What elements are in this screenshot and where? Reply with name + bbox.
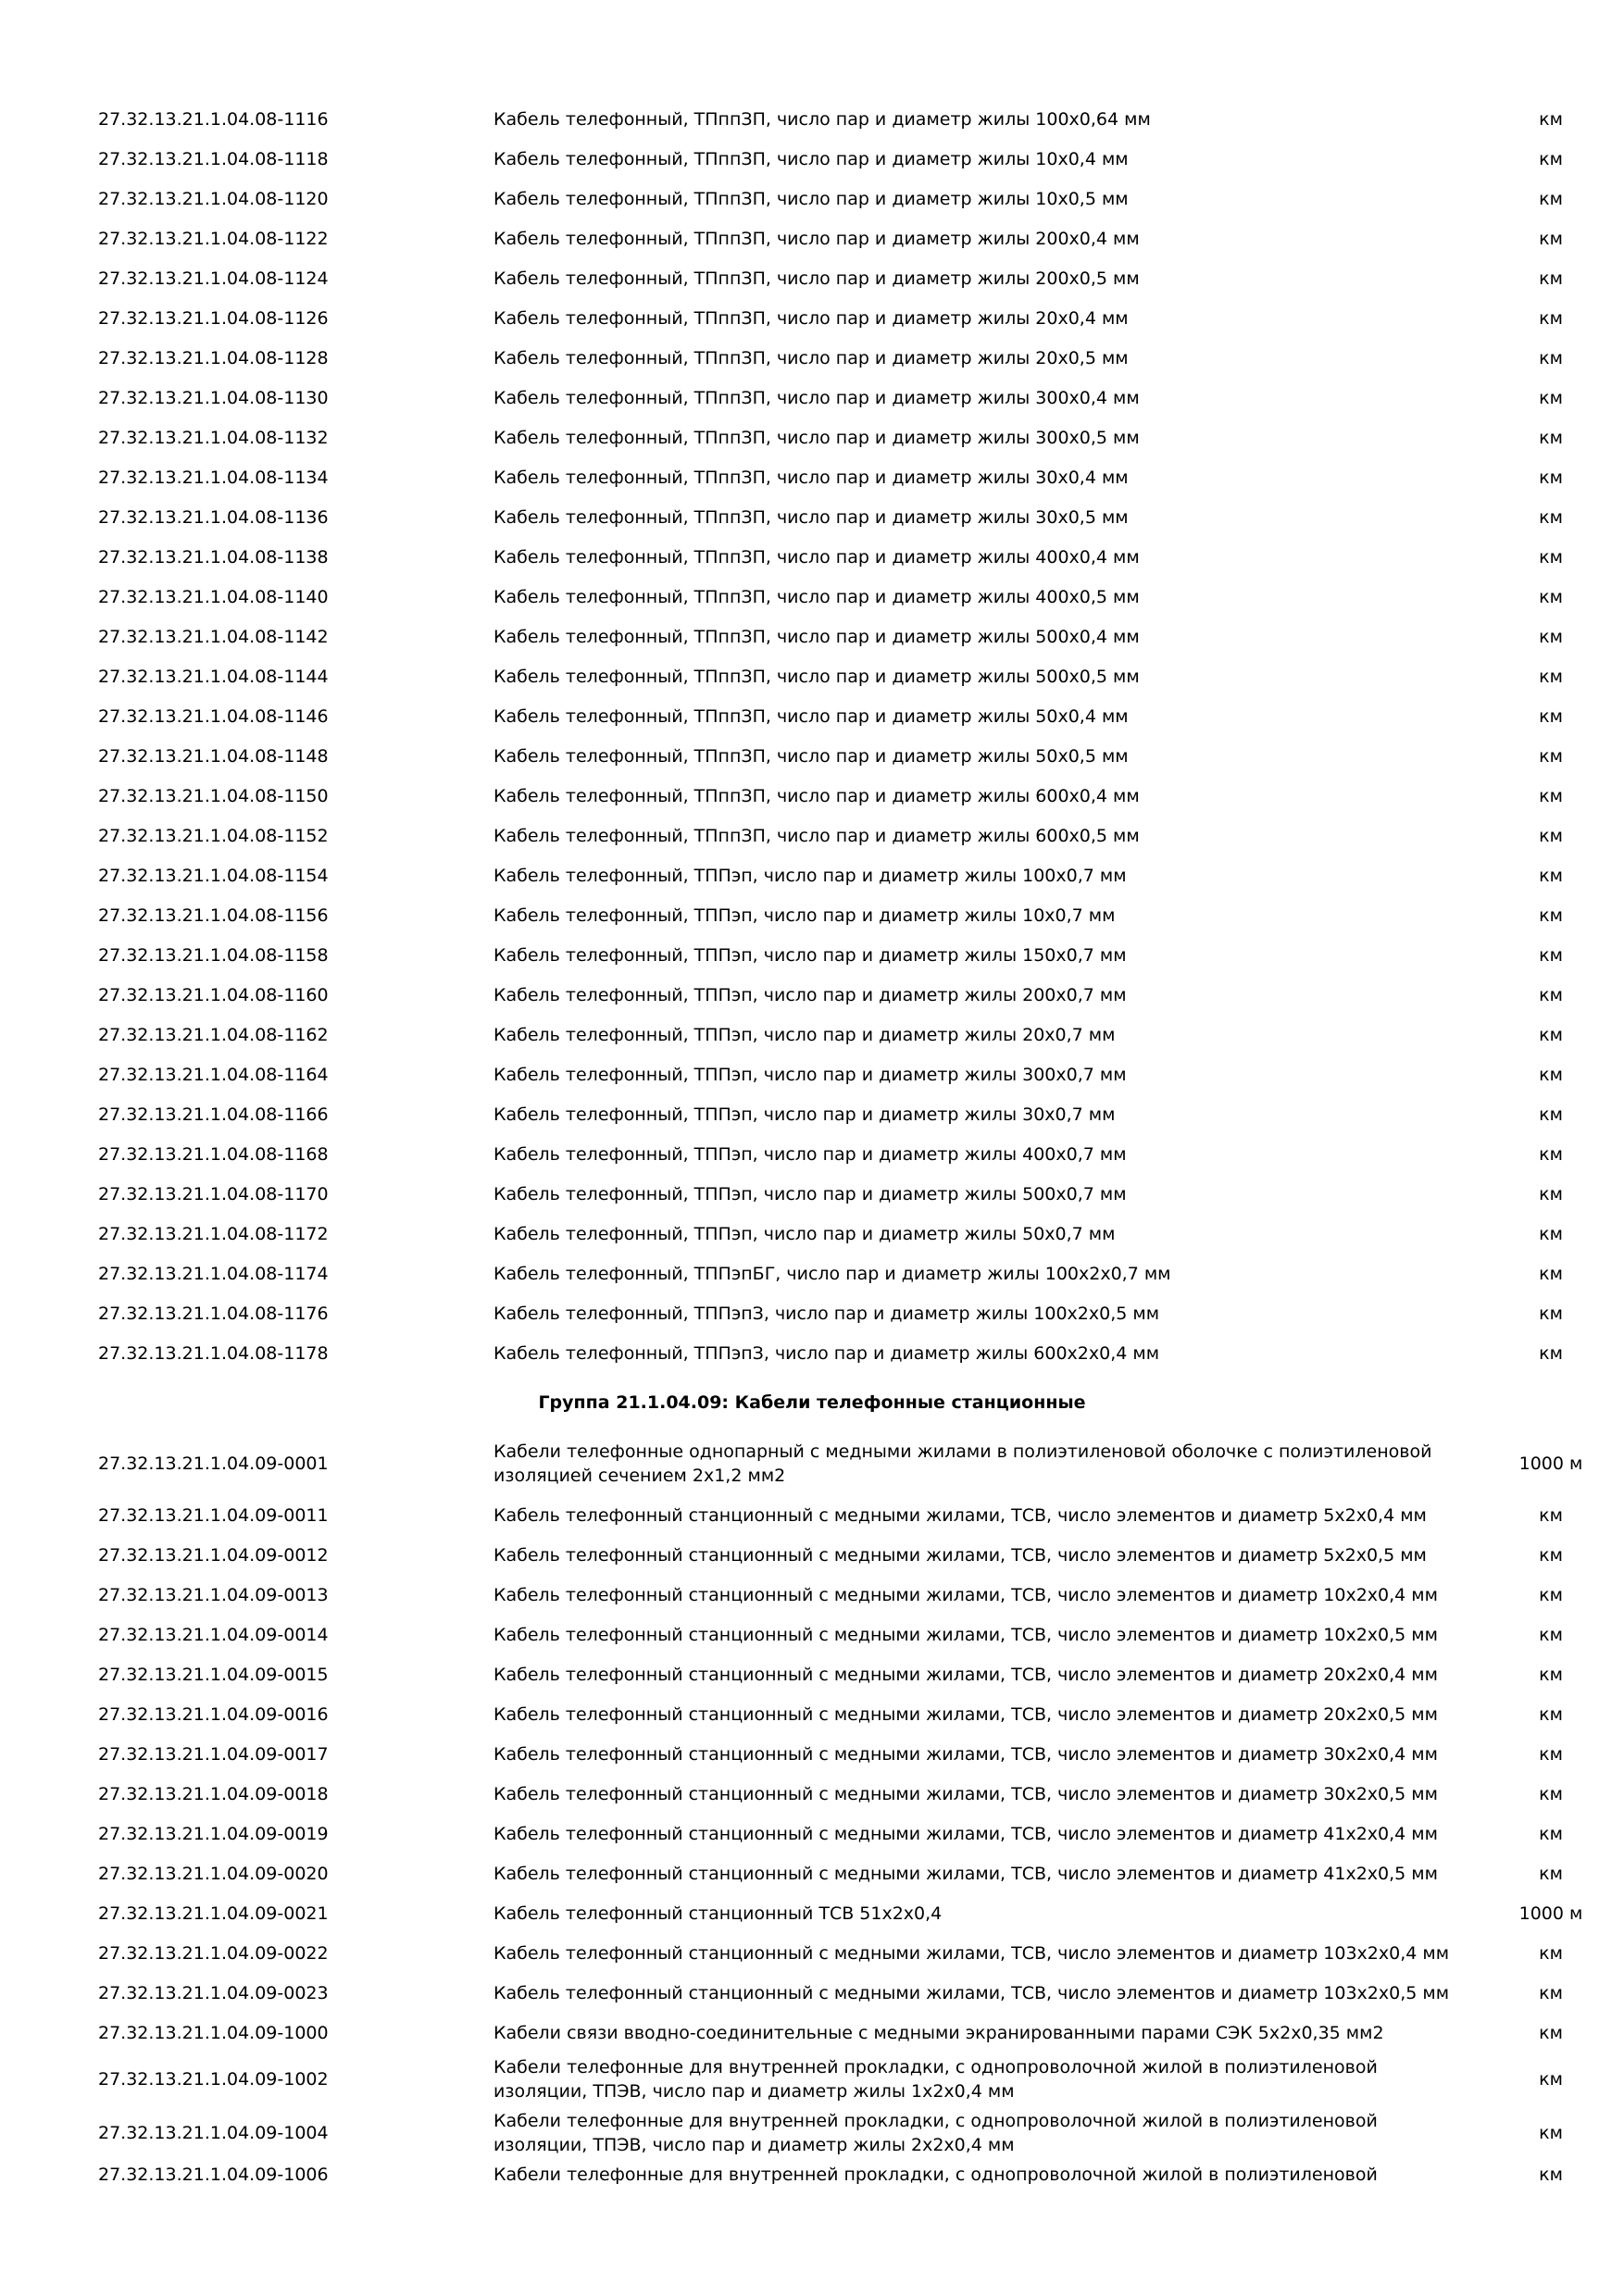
item-unit: км [1539,547,1563,568]
item-code: 27.32.13.21.1.04.08-1120 [98,189,329,209]
item-code: 27.32.13.21.1.04.08-1168 [98,1144,329,1165]
item-unit: км [1539,1784,1563,1804]
table-row [0,1063,1624,1087]
item-name: Кабель телефонный, ТПппЗП, число пар и диаметр жилы 10х0,4 мм [493,149,1129,169]
item-unit: км [1539,1104,1563,1125]
table-row [0,585,1624,609]
table-row [0,306,1624,331]
item-unit: км [1539,667,1563,687]
item-code: 27.32.13.21.1.04.08-1158 [98,945,329,966]
item-unit: км [1539,1343,1563,1364]
item-code: 27.32.13.21.1.04.09-0011 [98,1505,329,1526]
item-code: 27.32.13.21.1.04.08-1126 [98,308,329,329]
item-name: Кабель телефонный, ТППэп, число пар и диаметр жилы 200х0,7 мм [493,985,1127,1005]
table-row [0,2021,1624,2045]
table-row [0,784,1624,808]
item-code: 27.32.13.21.1.04.09-0022 [98,1943,329,1964]
item-unit: км [1539,2123,1563,2143]
table-row [0,2109,1624,2157]
item-unit: км [1539,2069,1563,2090]
table-row [0,1262,1624,1286]
table-row [0,426,1624,450]
item-unit: км [1539,229,1563,249]
table-row [0,864,1624,888]
item-unit: км [1539,1304,1563,1324]
item-code: 27.32.13.21.1.04.09-1000 [98,2023,329,2043]
item-name: Кабели связи вводно-соединительные с медными экранированными парами СЭК 5х2х0,35 мм2 [493,2023,1384,2043]
item-name: Кабель телефонный станционный с медными жилами, ТСВ, число элементов и диаметр 103х2х0,5 мм [493,1983,1450,2003]
item-unit: км [1539,826,1563,846]
item-unit: км [1539,587,1563,607]
table-row [0,1023,1624,1047]
item-code: 27.32.13.21.1.04.08-1130 [98,388,329,408]
item-name: Кабель телефонный, ТППэп, число пар и диаметр жилы 150х0,7 мм [493,945,1127,966]
item-code: 27.32.13.21.1.04.09-0018 [98,1784,329,1804]
item-name: Кабель телефонный станционный с медными жилами, ТСВ, число элементов и диаметр 41х2х0,4 мм [493,1824,1438,1844]
table-row [0,1103,1624,1127]
item-name: Кабель телефонный станционный ТСВ 51х2х0,4 [493,1903,943,1924]
item-name: Кабель телефонный станционный с медными жилами, ТСВ, число элементов и диаметр 10х2х0,4 мм [493,1585,1438,1605]
item-unit: км [1539,1065,1563,1085]
table-row [0,1862,1624,1886]
item-unit: км [1539,905,1563,926]
item-code: 27.32.13.21.1.04.09-1004 [98,2123,329,2143]
table-row [0,1302,1624,1326]
item-code: 27.32.13.21.1.04.09-0019 [98,1824,329,1844]
item-unit: км [1539,507,1563,528]
item-unit: км [1539,985,1563,1005]
item-code: 27.32.13.21.1.04.08-1176 [98,1304,329,1324]
item-name: Кабели телефонные однопарный с медными жилами в полиэтиленовой оболочке с полиэтиленовой изоляцией сечением 2х1,2 мм2 [493,1441,1432,1486]
item-unit: км [1539,1943,1563,1964]
item-code: 27.32.13.21.1.04.08-1116 [98,109,329,130]
item-name: Кабель телефонный, ТПппЗП, число пар и диаметр жилы 30х0,5 мм [493,507,1129,528]
item-name: Кабель телефонный, ТПппЗП, число пар и диаметр жилы 500х0,5 мм [493,667,1140,687]
item-name: Кабель телефонный станционный с медными жилами, ТСВ, число элементов и диаметр 103х2х0,4 мм [493,1943,1450,1964]
item-code: 27.32.13.21.1.04.08-1148 [98,746,329,767]
item-unit: км [1539,1665,1563,1685]
item-code: 27.32.13.21.1.04.08-1170 [98,1184,329,1204]
item-unit: км [1539,786,1563,806]
table-row [0,346,1624,370]
item-name: Кабель телефонный, ТПппЗП, число пар и диаметр жилы 200х0,4 мм [493,229,1140,249]
item-name: Кабель телефонный станционный с медными жилами, ТСВ, число элементов и диаметр 10х2х0,5 мм [493,1625,1438,1645]
table-row [0,545,1624,569]
table-row [0,2163,1624,2187]
table-row [0,107,1624,131]
table-row [0,1981,1624,2005]
table-row [0,1142,1624,1167]
item-name: Кабель телефонный, ТПппЗП, число пар и диаметр жилы 400х0,5 мм [493,587,1140,607]
item-name: Кабель телефонный, ТППэп, число пар и диаметр жилы 100х0,7 мм [493,866,1127,886]
item-code: 27.32.13.21.1.04.09-0013 [98,1585,329,1605]
table-row [0,1182,1624,1206]
item-code: 27.32.13.21.1.04.08-1174 [98,1264,329,1284]
item-code: 27.32.13.21.1.04.08-1128 [98,348,329,368]
item-name: Кабель телефонный, ТПппЗП, число пар и диаметр жилы 500х0,4 мм [493,627,1140,647]
item-unit: км [1539,1625,1563,1645]
item-name: Кабель телефонный станционный с медными жилами, ТСВ, число элементов и диаметр 20х2х0,4 мм [493,1665,1438,1685]
item-unit: км [1539,468,1563,488]
item-code: 27.32.13.21.1.04.09-0014 [98,1625,329,1645]
item-code: 27.32.13.21.1.04.08-1160 [98,985,329,1005]
item-name: Кабели телефонные для внутренней прокладки, с однопроволочной жилой в полиэтиленовой [493,2165,1378,2185]
item-unit: км [1539,1864,1563,1884]
table-row [0,1583,1624,1607]
item-code: 27.32.13.21.1.04.08-1178 [98,1343,329,1364]
item-name: Кабель телефонный станционный с медными жилами, ТСВ, число элементов и диаметр 41х2х0,5 мм [493,1864,1438,1884]
item-name: Кабель телефонный станционный с медными жилами, ТСВ, число элементов и диаметр 5х2х0,5 мм [493,1545,1427,1566]
item-name: Кабель телефонный, ТППэп, число пар и диаметр жилы 300х0,7 мм [493,1065,1127,1085]
item-name: Кабель телефонный, ТППэпБГ, число пар и диаметр жилы 100х2х0,7 мм [493,1264,1171,1284]
item-code: 27.32.13.21.1.04.08-1118 [98,149,329,169]
table-row [0,1440,1624,1488]
item-name: Кабель телефонный, ТПппЗП, число пар и диаметр жилы 20х0,4 мм [493,308,1129,329]
item-code: 27.32.13.21.1.04.08-1138 [98,547,329,568]
item-name: Кабель телефонный, ТПппЗП, число пар и диаметр жилы 600х0,5 мм [493,826,1140,846]
item-unit: км [1539,1983,1563,2003]
item-name: Кабель телефонный, ТППэп, число пар и диаметр жилы 50х0,7 мм [493,1224,1116,1244]
item-code: 27.32.13.21.1.04.08-1134 [98,468,329,488]
item-name: Кабель телефонный станционный с медными жилами, ТСВ, число элементов и диаметр 5х2х0,4 мм [493,1505,1427,1526]
item-code: 27.32.13.21.1.04.08-1122 [98,229,329,249]
item-unit: км [1539,866,1563,886]
item-name: Кабель телефонный, ТПппЗП, число пар и диаметр жилы 600х0,4 мм [493,786,1140,806]
table-row [0,1902,1624,1926]
item-code: 27.32.13.21.1.04.09-0015 [98,1665,329,1685]
item-name: Кабель телефонный, ТПппЗП, число пар и диаметр жилы 200х0,5 мм [493,268,1140,289]
table-row [0,1941,1624,1965]
item-unit: км [1539,189,1563,209]
table-row [0,1623,1624,1647]
table-row [0,267,1624,291]
item-code: 27.32.13.21.1.04.09-0012 [98,1545,329,1566]
item-unit: км [1539,1505,1563,1526]
item-name: Кабель телефонный, ТППэпЗ, число пар и диаметр жилы 100х2х0,5 мм [493,1304,1160,1324]
item-name: Кабель телефонный, ТППэп, число пар и диаметр жилы 500х0,7 мм [493,1184,1127,1204]
table-row [0,466,1624,490]
item-name: Кабель телефонный, ТПппЗП, число пар и диаметр жилы 50х0,5 мм [493,746,1129,767]
item-unit: км [1539,1224,1563,1244]
table-row [0,1341,1624,1366]
item-unit: км [1539,388,1563,408]
table-row [0,665,1624,689]
item-unit: км [1539,1704,1563,1725]
table-row [0,1222,1624,1246]
item-code: 27.32.13.21.1.04.08-1156 [98,905,329,926]
item-unit: км [1539,1144,1563,1165]
item-unit: км [1539,1744,1563,1765]
item-name: Кабель телефонный, ТППэп, число пар и диаметр жилы 10х0,7 мм [493,905,1116,926]
table-row [0,1742,1624,1766]
item-code: 27.32.13.21.1.04.08-1136 [98,507,329,528]
table-row [0,2055,1624,2103]
item-unit: 1000 м [1518,1903,1583,1924]
item-unit: км [1539,2023,1563,2043]
item-unit: км [1539,1824,1563,1844]
item-unit: км [1539,746,1563,767]
item-name: Кабель телефонный, ТПппЗП, число пар и диаметр жилы 50х0,4 мм [493,706,1129,727]
item-name: Кабели телефонные для внутренней прокладки, с однопроволочной жилой в полиэтиленовой изоляции, ТПЭВ, число пар и диаметр жилы 1х2х0,4 мм [493,2057,1378,2102]
item-code: 27.32.13.21.1.04.09-1006 [98,2165,329,2185]
item-code: 27.32.13.21.1.04.09-0020 [98,1864,329,1884]
table-row [0,625,1624,649]
item-code: 27.32.13.21.1.04.08-1132 [98,428,329,448]
item-unit: км [1539,1264,1563,1284]
item-code: 27.32.13.21.1.04.08-1164 [98,1065,329,1085]
item-name: Кабель телефонный, ТППэп, число пар и диаметр жилы 20х0,7 мм [493,1025,1116,1045]
table-row [0,1703,1624,1727]
table-row [0,147,1624,171]
table-row [0,1543,1624,1567]
table-row [0,187,1624,211]
item-name: Кабель телефонный, ТПппЗП, число пар и диаметр жилы 30х0,4 мм [493,468,1129,488]
table-row [0,1822,1624,1846]
item-code: 27.32.13.21.1.04.08-1144 [98,667,329,687]
table-row [0,943,1624,967]
item-unit: км [1539,428,1563,448]
item-unit: км [1539,268,1563,289]
item-code: 27.32.13.21.1.04.08-1146 [98,706,329,727]
item-code: 27.32.13.21.1.04.08-1152 [98,826,329,846]
table-row [0,824,1624,848]
item-code: 27.32.13.21.1.04.08-1162 [98,1025,329,1045]
item-unit: км [1539,706,1563,727]
item-name: Кабель телефонный, ТППэп, число пар и диаметр жилы 400х0,7 мм [493,1144,1127,1165]
table-row [0,1782,1624,1806]
item-unit: км [1539,348,1563,368]
item-name: Кабель телефонный, ТПппЗП, число пар и диаметр жилы 300х0,4 мм [493,388,1140,408]
item-code: 27.32.13.21.1.04.09-0001 [98,1454,329,1474]
table-row [0,983,1624,1007]
item-name: Кабель телефонный, ТПппЗП, число пар и диаметр жилы 20х0,5 мм [493,348,1129,368]
item-name: Кабель телефонный, ТПппЗП, число пар и диаметр жилы 10х0,5 мм [493,189,1129,209]
item-name: Кабель телефонный, ТППэп, число пар и диаметр жилы 30х0,7 мм [493,1104,1116,1125]
item-unit: км [1539,1025,1563,1045]
item-unit: км [1539,1585,1563,1605]
item-name: Кабели телефонные для внутренней прокладки, с однопроволочной жилой в полиэтиленовой изоляции, ТПЭВ, число пар и диаметр жилы 2х2х0,4 мм [493,2111,1378,2155]
item-name: Кабель телефонный станционный с медными жилами, ТСВ, число элементов и диаметр 30х2х0,4 мм [493,1744,1438,1765]
item-code: 27.32.13.21.1.04.09-0021 [98,1903,329,1924]
item-name: Кабель телефонный станционный с медными жилами, ТСВ, число элементов и диаметр 30х2х0,5 мм [493,1784,1438,1804]
item-code: 27.32.13.21.1.04.09-0023 [98,1983,329,2003]
item-code: 27.32.13.21.1.04.09-0016 [98,1704,329,1725]
item-unit: км [1539,149,1563,169]
item-unit: км [1539,1545,1563,1566]
item-code: 27.32.13.21.1.04.08-1172 [98,1224,329,1244]
table-row [0,227,1624,251]
item-unit: км [1539,308,1563,329]
table-row [0,386,1624,410]
table-row [0,904,1624,928]
table-row [0,1504,1624,1528]
item-unit: км [1539,1184,1563,1204]
item-unit: км [1539,627,1563,647]
item-code: 27.32.13.21.1.04.09-1002 [98,2069,329,2090]
item-code: 27.32.13.21.1.04.08-1150 [98,786,329,806]
item-unit: км [1539,945,1563,966]
table-row [0,505,1624,530]
item-code: 27.32.13.21.1.04.09-0017 [98,1744,329,1765]
item-name: Кабель телефонный станционный с медными жилами, ТСВ, число элементов и диаметр 20х2х0,5 мм [493,1704,1438,1725]
item-code: 27.32.13.21.1.04.08-1154 [98,866,329,886]
table-row [0,1663,1624,1687]
item-name: Кабель телефонный, ТПппЗП, число пар и диаметр жилы 400х0,4 мм [493,547,1140,568]
group-title: Группа 21.1.04.09: Кабели телефонные станционные [538,1392,1086,1413]
item-code: 27.32.13.21.1.04.08-1124 [98,268,329,289]
item-unit: км [1539,109,1563,130]
item-code: 27.32.13.21.1.04.08-1142 [98,627,329,647]
table-row [0,744,1624,768]
item-code: 27.32.13.21.1.04.08-1166 [98,1104,329,1125]
item-unit: км [1539,2165,1563,2185]
item-name: Кабель телефонный, ТПппЗП, число пар и диаметр жилы 300х0,5 мм [493,428,1140,448]
table-row [0,705,1624,729]
item-unit: 1000 м [1518,1454,1583,1474]
item-name: Кабель телефонный, ТПппЗП, число пар и диаметр жилы 100х0,64 мм [493,109,1151,130]
item-name: Кабель телефонный, ТППэпЗ, число пар и диаметр жилы 600х2х0,4 мм [493,1343,1160,1364]
item-code: 27.32.13.21.1.04.08-1140 [98,587,329,607]
